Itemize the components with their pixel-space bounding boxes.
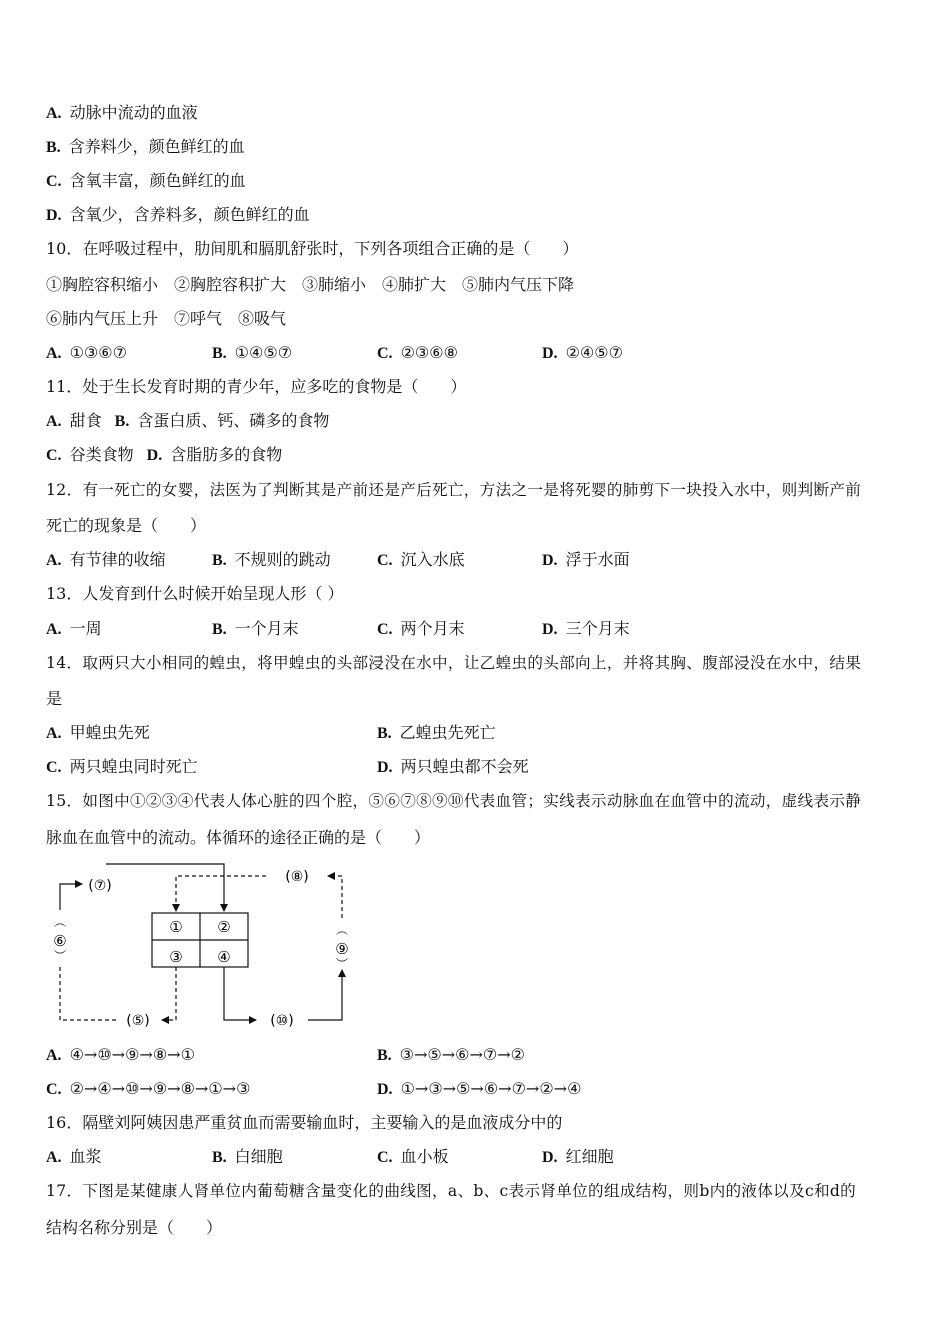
option-text: 有节律的收缩 [69, 550, 166, 569]
option-letter: B. [377, 1047, 392, 1064]
q15-option-c [46, 1079, 250, 1100]
option-letter: C. [377, 1149, 393, 1166]
q16-option-b [212, 1147, 283, 1168]
option-letter: B. [212, 345, 227, 362]
option-letter: A. [46, 413, 62, 430]
q12-option-d [542, 550, 630, 571]
option-text: 谷类食物 [69, 445, 134, 464]
q16-option-d [542, 1147, 614, 1168]
option-letter: A. [46, 1149, 62, 1166]
option-text: 血小板 [400, 1147, 449, 1166]
option-letter: D. [46, 207, 62, 224]
q9-option-c [46, 171, 246, 192]
q10-option-a [46, 343, 127, 364]
vessel-7-label: (⑦) [88, 878, 112, 894]
option-letter: C. [377, 621, 393, 638]
vessel-10-to-9-solid-line [308, 970, 342, 1020]
vessel-6-paren-top: ︵ [53, 915, 67, 929]
option-text: 两只蝗虫都不会死 [400, 757, 529, 776]
option-text: 沉入水底 [400, 550, 465, 569]
option-letter: A. [46, 105, 62, 122]
option-letter: D. [146, 447, 163, 464]
option-text: 血浆 [69, 1147, 102, 1166]
q13-option-c [377, 619, 465, 640]
q15-stem-line2: 脉血在血管中的流动。体循环的途径正确的是（ ） [46, 828, 431, 847]
q16-stem: 16．隔壁刘阿姨因患严重贫血而需要输血时，主要输入的是血液成分中的 [46, 1113, 563, 1132]
vessel-8-dashed-line [176, 876, 266, 911]
option-letter: B. [46, 139, 61, 156]
option-letter: C. [46, 759, 62, 776]
q17-stem-line2: 结构名称分别是（ ） [46, 1218, 223, 1237]
vessel-9-paren-top: ︵ [335, 923, 349, 937]
heart-chambers-box [152, 913, 248, 967]
option-text: ②④⑤⑦ [565, 343, 623, 362]
q14-stem-line2: 是 [46, 689, 63, 708]
option-letter: D. [542, 345, 558, 362]
q15-stem-line1: 15．如图中①②③④代表人体心脏的四个腔，⑤⑥⑦⑧⑨⑩代表血管；实线表示动脉血在血管中的流动，虚线表示静 [46, 792, 862, 810]
vessel-7-solid-line [106, 864, 224, 911]
q11-stem: 11．处于生长发育时期的青少年，应多吃的食物是（ ） [46, 377, 467, 396]
option-letter: A. [46, 725, 62, 742]
chamber-2-label: ② [217, 918, 231, 936]
option-text: ③→⑤→⑥→⑦→② [399, 1045, 526, 1064]
option-letter: C. [46, 173, 62, 190]
option-text: ④→⑩→⑨→⑧→① [69, 1045, 195, 1064]
q16-option-c [377, 1147, 449, 1168]
q12-option-c [377, 550, 465, 571]
vessel-9-to-8-dashed-line [328, 876, 342, 918]
option-text: 红细胞 [565, 1147, 614, 1166]
q14-option-c [46, 757, 198, 778]
option-letter: C. [46, 1081, 62, 1098]
option-text: 两只蝗虫同时死亡 [69, 757, 198, 776]
option-text: 含养料少，颜色鲜红的血 [68, 137, 245, 156]
option-letter: A. [46, 621, 62, 638]
q10-option-d [542, 343, 623, 364]
option-letter: D. [542, 1149, 558, 1166]
option-text: 浮于水面 [565, 550, 630, 569]
heart-circulation-diagram [40, 858, 370, 1038]
option-letter: A. [46, 345, 62, 362]
vessel-5-dashed-line [162, 967, 176, 1020]
q13-option-b [212, 619, 299, 640]
vessel-10-solid-line [224, 967, 256, 1020]
option-text: 不规则的跳动 [234, 550, 331, 569]
q12-stem-line1: 12．有一死亡的女婴，法医为了判断其是产前还是产后死亡，方法之一是将死婴的肺剪下一块投入水中，则判断产前 [46, 481, 862, 499]
option-text: 甲蝗虫先死 [69, 723, 150, 742]
option-letter: B. [212, 621, 227, 638]
option-text: 三个月末 [565, 619, 630, 638]
q9-option-b [46, 137, 245, 158]
q15-option-b [377, 1045, 525, 1066]
option-text: 甜食 [69, 411, 102, 430]
q13-stem: 13．人发育到什么时候开始呈现人形（ ） [46, 584, 344, 603]
option-text: 含脂肪多的食物 [170, 445, 283, 464]
q11-options-row2 [46, 445, 282, 466]
vessel-6-label: ⑥ [53, 932, 67, 950]
chamber-1-label: ① [169, 918, 183, 936]
option-text: ②→④→⑩→⑨→⑧→①→③ [69, 1079, 251, 1098]
q14-option-d [377, 757, 529, 778]
option-text: 白细胞 [234, 1147, 283, 1166]
option-letter: D. [377, 1081, 393, 1098]
q14-option-a [46, 723, 150, 744]
q17-stem-line1: 17．下图是某健康人肾单位内葡萄糖含量变化的曲线图，a、b、c表示肾单位的组成结构，则b内的液体以及c和d的 [46, 1182, 857, 1200]
option-text: 两个月末 [400, 619, 465, 638]
q15-option-d [377, 1079, 581, 1100]
option-letter: B. [114, 413, 130, 430]
q10-option-c [377, 343, 458, 364]
q10-items-line1: ①胸腔容积缩小 ②胸腔容积扩大 ③肺缩小 ④肺扩大 ⑤肺内气压下降 [46, 275, 575, 294]
option-text: 动脉中流动的血液 [69, 103, 198, 122]
q13-option-d [542, 619, 630, 640]
option-letter: C. [377, 552, 393, 569]
option-text: 一周 [69, 619, 102, 638]
option-text: ②③⑥⑧ [400, 343, 458, 362]
option-text: 含氧少，含养料多，颜色鲜红的血 [69, 205, 310, 224]
option-letter: B. [377, 725, 392, 742]
option-letter: D. [377, 759, 393, 776]
chamber-4-label: ④ [217, 948, 231, 966]
option-letter: C. [46, 447, 62, 464]
q13-option-a [46, 619, 102, 640]
option-text: ①→③→⑤→⑥→⑦→②→④ [400, 1079, 582, 1098]
vessel-9-label: ⑨ [335, 940, 349, 958]
option-text: ①④⑤⑦ [234, 343, 293, 362]
option-letter: D. [542, 552, 558, 569]
option-text: 含蛋白质、钙、磷多的食物 [137, 411, 330, 430]
q12-option-b [212, 550, 331, 571]
q12-option-a [46, 550, 166, 571]
vessel-6-paren-bottom: ︶ [53, 949, 67, 963]
q11-options-row1 [46, 411, 329, 432]
vessel-8-label: (⑧) [285, 869, 309, 885]
q9-option-a [46, 103, 198, 124]
option-letter: C. [377, 345, 393, 362]
option-text: 一个月末 [234, 619, 299, 638]
option-text: 含氧丰富，颜色鲜红的血 [69, 171, 246, 190]
option-text: ①③⑥⑦ [69, 343, 127, 362]
q14-option-b [377, 723, 496, 744]
option-letter: B. [212, 1149, 227, 1166]
vessel-6-to-7-solid-line [60, 884, 82, 910]
q15-option-a [46, 1045, 195, 1066]
q12-stem-line2: 死亡的现象是（ ） [46, 516, 207, 535]
q10-stem: 10．在呼吸过程中，肋间肌和膈肌舒张时，下列各项组合正确的是（ ） [46, 239, 579, 258]
vessel-5-label: (⑤) [126, 1013, 150, 1029]
chamber-3-label: ③ [169, 948, 183, 966]
q9-option-d [46, 205, 310, 226]
option-text: 乙蝗虫先死亡 [399, 723, 496, 742]
q16-option-a [46, 1147, 102, 1168]
option-letter: B. [212, 552, 227, 569]
vessel-5-to-6-dashed-line [60, 966, 116, 1020]
q10-option-b [212, 343, 292, 364]
vessel-9-paren-bottom: ︶ [335, 957, 349, 971]
q14-stem-line1: 14．取两只大小相同的蝗虫，将甲蝗虫的头部浸没在水中，让乙蝗虫的头部向上，并将其胸、腹部浸没在水中，结果 [46, 654, 862, 672]
option-letter: A. [46, 1047, 62, 1064]
vessel-10-label: (⑩) [270, 1013, 294, 1029]
option-letter: D. [542, 621, 558, 638]
q10-items-line2: ⑥肺内气压上升 ⑦呼气 ⑧吸气 [46, 309, 287, 328]
option-letter: A. [46, 552, 62, 569]
